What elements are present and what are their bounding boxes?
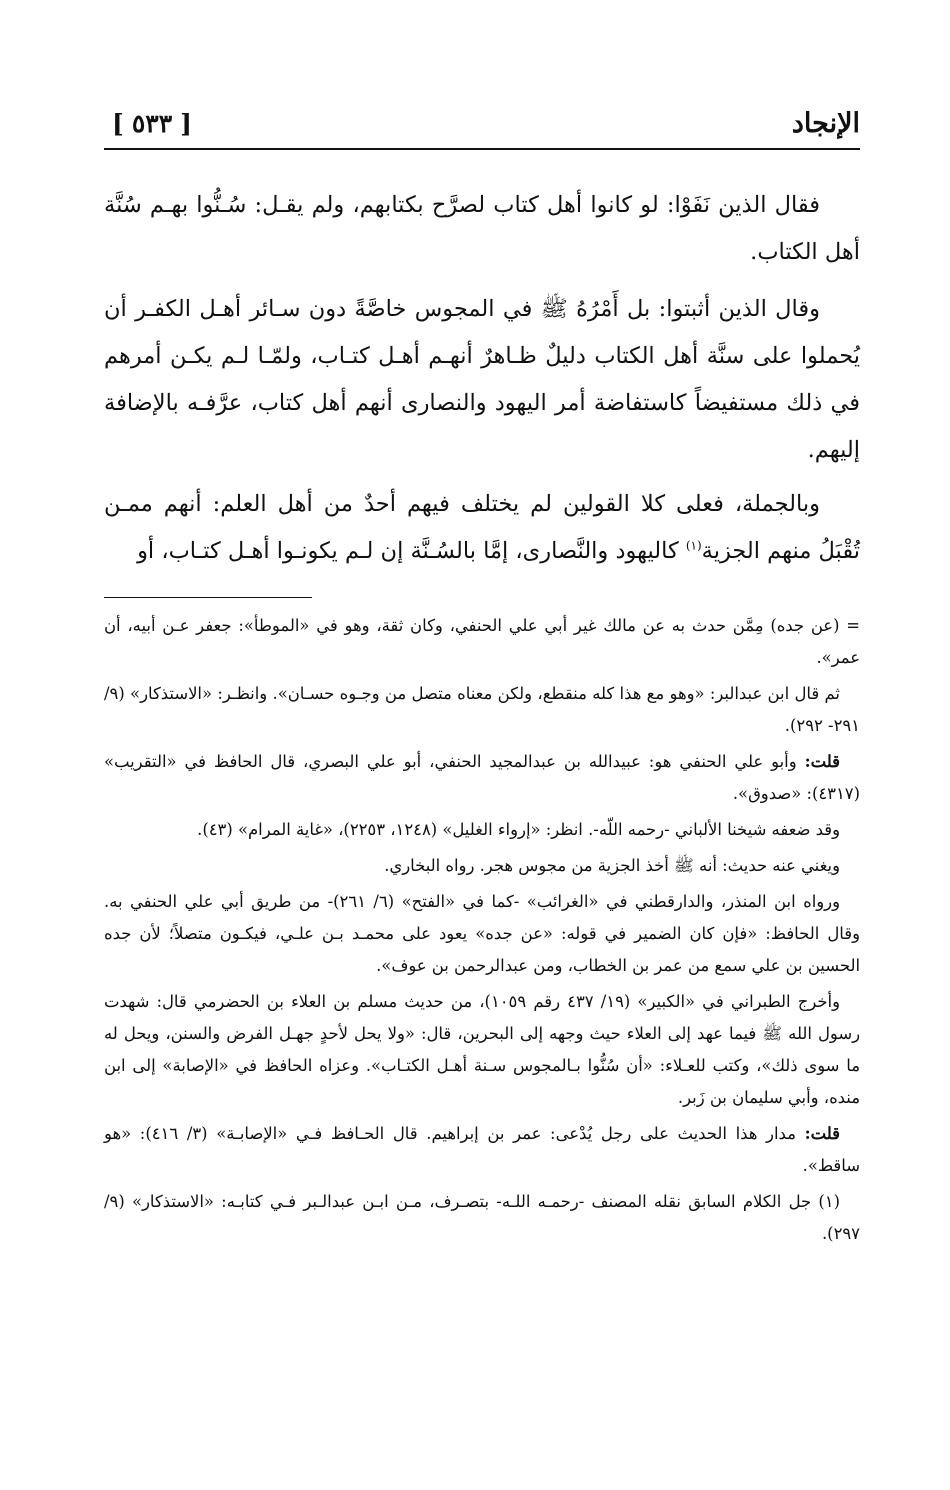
page-header — [104, 100, 860, 150]
footnote-paragraph — [104, 850, 860, 882]
footnote-separator — [104, 597, 312, 598]
paragraph-3-rest: كاليهود والنَّصارى، إمَّا بالسُـنَّة إن لـم يكونـوا أهـل كتـاب، أو — [137, 538, 686, 564]
footnote-paragraph — [104, 986, 860, 1114]
footnotes — [104, 610, 860, 1250]
footnote-paragraph — [104, 1118, 860, 1182]
footnote-paragraph — [104, 886, 860, 982]
paragraph-2: وقال الذين أثبتوا: بل أَمْرُهُ ﷺ في المجوس خاصَّةً دون سـائر أهـل الكفـر أن يُحملوا على سنَّة أهل الكتاب دليلٌ ظـاهرٌ أنهـم أهـل كتـاب، ولمّـا لـم يكـن أمرهم في ذلك مستفيضاً كاستفاضة أمر اليهود والنصارى أنهم أهل كتاب، عرَّفـه بالإضافة إليهم. — [104, 296, 860, 463]
page-number-bracket-close: ] — [112, 109, 124, 138]
footnote-text: ويغني عنه حديث: أنه ﷺ أخذ الجزية من مجوس هجر. رواه البخاري. — [384, 856, 840, 875]
footnote-paragraph — [104, 814, 860, 846]
footnote-text: ثم قال ابن عبدالبر: «وهو مع هذا كله منقطع، ولكن معناه متصل من وجـوه حسـان». وانظـر: «الاستذكار» (٩/ ٢٩١- ٢٩٢). — [104, 684, 860, 735]
footnote-continuation — [104, 610, 860, 674]
book-page — [104, 100, 860, 1440]
footnote-text: وأخرج الطبراني في «الكبير» (١٩/ ٤٣٧ رقم ١٠٥٩)، من حديث مسلم بن العلاء بن الحضرمي قال: شهدت رسول الله ﷺ فيما عهد إلى العلاء حيث وجهه إلى البحرين، قال: «ولا يحل لأحدٍ جهـل الفرض والسنن، ويحل له ما سوى ذلك»، وكتب للعـلاء: «أن سُنُّوا بـالمجوس سـنة أهـل الكتـاب». وعزاه الحافظ في «الإصابة» إلى ابن منده، وأبي سليمان بن زَبر. — [104, 992, 860, 1107]
chapter-title: الإنجاد — [791, 108, 860, 139]
paragraph-3-start: وبالجملة، فعلى كلا القولين لم يختلف فيهم أحدٌ من أهل العلم: أنهم ممـن تُقْبَلُ منهم الجزية — [104, 491, 860, 564]
paragraph-1: فقال الذين نَفَوْا: لو كانوا أهل كتاب لصرَّح بكتابهم، ولم يقـل: سُـنُّوا بهـم سُنَّة أهل الكتاب. — [104, 192, 860, 265]
page-number-value: ٥٣٣ — [131, 109, 173, 138]
footnote-paragraph — [104, 678, 860, 742]
footnote-text: مدار هذا الحديث على رجل يُدْعى: عمر بن إبراهيم. قال الحـافظ فـي «الإصابـة» (٣/ ٤١٦): «هو ساقط». — [104, 1124, 860, 1175]
footnote-text: وقد ضعفه شيخنا الألباني -رحمه اللّه-. انظر: «إرواء الغليل» (١٢٤٨، ٢٢٥٣)، «غاية المرام» (٤٣). — [197, 820, 840, 839]
page-number — [104, 106, 200, 142]
footnote-1 — [104, 1186, 860, 1250]
paragraph-3 — [104, 481, 860, 575]
footnote-text: ورواه ابن المنذر، والدارقطني في «الغرائب» -كما في «الفتح» (٦/ ٢٦١)- من طريق أبي علي الحنفي به. وقال الحافظ: «فإن كان الضمير في قوله: «عن جده» يعود على محمـد بـن علـي، فيكـون متصلاً؛ لأن جده الحسين بن علي سمع من عمر بن الخطاب، ومن عبدالرحمن بن عوف». — [104, 892, 860, 975]
footnote-text: (١) جل الكلام السابق نقله المصنف -رحمـه اللـه- بتصـرف، مـن ابـن عبدالـبر فـي كتابـه: «الاستذكار» (٩/ ٢٩٧). — [104, 1192, 860, 1243]
footnote-lead: قلت: — [804, 1124, 841, 1143]
footnote-paragraph — [104, 746, 860, 810]
main-text — [104, 182, 860, 575]
footnote-text: = (عن جده) مِمَّن حدث به عن مالك غير أبي علي الحنفي، وكان ثقة، وهو في «الموطأ»: جعفر عـن أبيه، أن عمر». — [104, 616, 860, 667]
footnote-ref-1[interactable]: (١) — [685, 538, 702, 553]
page-number-bracket-open: [ — [180, 109, 192, 138]
footnote-text: وأبو علي الحنفي هو: عبيدالله بن عبدالمجيد الحنفي، أبو علي البصري، قال الحافظ في «التقريب» (٤٣١٧): «صدوق». — [104, 752, 860, 803]
footnote-lead: قلت: — [804, 752, 840, 771]
